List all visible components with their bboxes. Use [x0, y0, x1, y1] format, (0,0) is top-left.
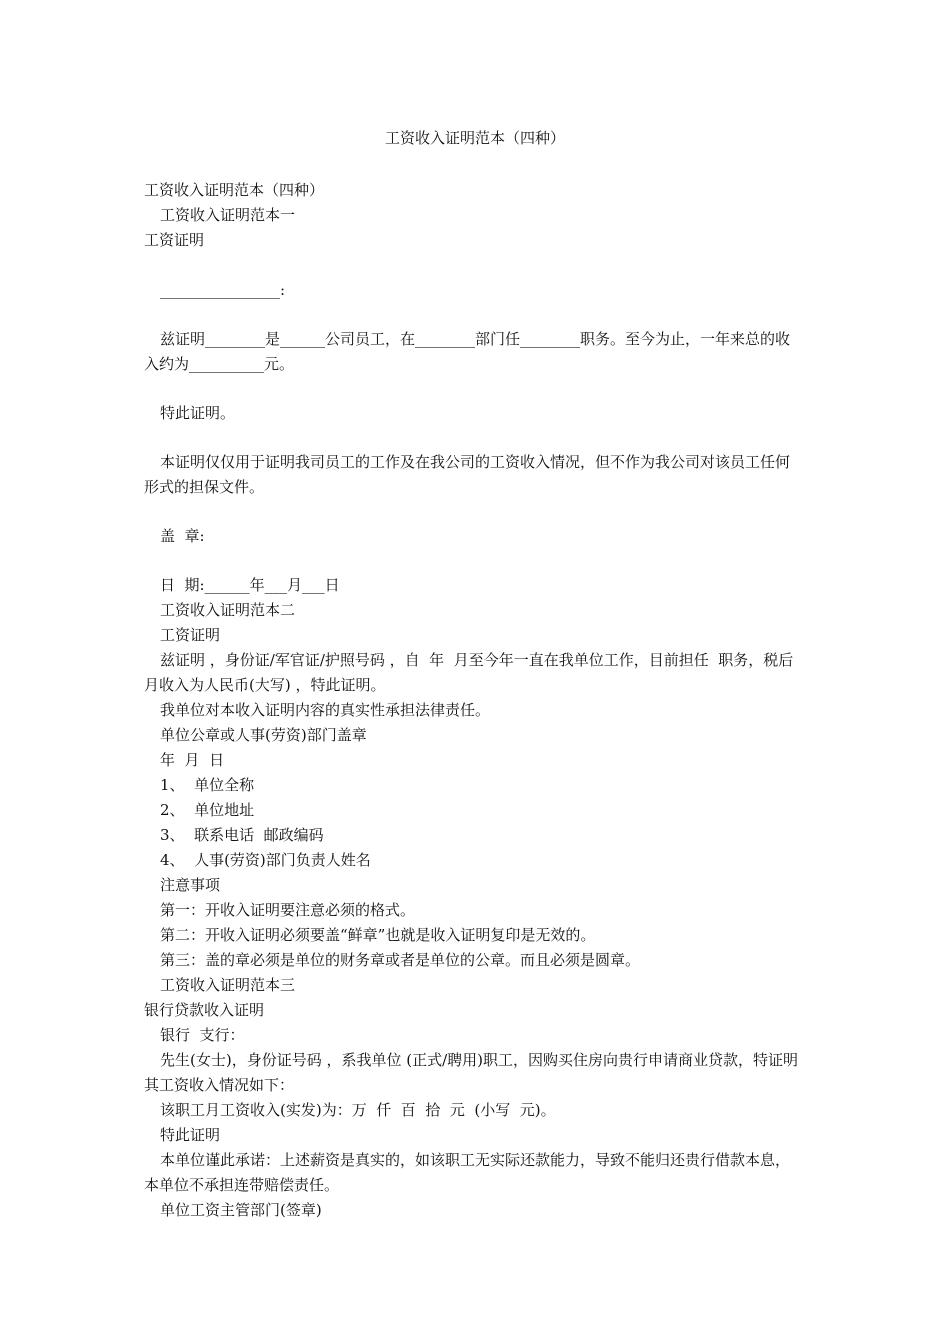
certificate-title-1: 工资证明	[144, 231, 205, 249]
section-1-heading: 工资收入证明范本一	[160, 206, 296, 224]
legal-responsibility: 我单位对本收入证明内容的真实性承担法律责任。	[160, 701, 491, 719]
date-placeholder: 年 月 日	[160, 751, 225, 769]
date-line: 日 期:______年___月___日	[160, 576, 340, 594]
seal-department: 单位公章或人事(劳资)部门盖章	[160, 726, 367, 744]
certificate-title-3: 银行贷款收入证明	[144, 1001, 265, 1019]
certification-paragraph: 兹证明________是______公司员工，在________部门任________职务。至今为止，一年来总的收入约为__________元。	[144, 330, 791, 373]
addressee-line: ________________:	[160, 281, 286, 299]
list-item: 1、 单位全称	[160, 776, 255, 794]
list-item: 4、 人事(劳资)部门负责人姓名	[160, 851, 371, 869]
signature-department: 单位工资主管部门(签章)	[160, 1201, 322, 1219]
hereby-certify: 特此证明。	[160, 404, 236, 422]
certificate-title-2: 工资证明	[160, 626, 221, 644]
commitment-paragraph: 本单位谨此承诺：上述薪资是真实的，如该职工无实际还款能力，导致不能归还贵行借款本息，本单位不承担连带赔偿责任。	[144, 1151, 791, 1194]
note-item: 第三：盖的章必须是单位的财务章或者是单位的公章。而且必须是圆章。	[160, 951, 641, 969]
notes-heading: 注意事项	[160, 876, 221, 894]
section-2-heading: 工资收入证明范本二	[160, 601, 296, 619]
seal-line: 盖 章:	[160, 527, 205, 545]
hereby-certify-3: 特此证明	[160, 1126, 221, 1144]
note-item: 第二：开收入证明必须要盖“鲜章”也就是收入证明复印是无效的。	[160, 926, 596, 944]
document-body	[144, 178, 799, 1223]
certification-paragraph-2: 兹证明 ，身份证/军官证/护照号码 ，自 年 月至今年一直在我单位工作，目前担任 职务，税后月收入为人民币(大写) ，特此证明。	[144, 651, 794, 694]
employee-paragraph: 先生(女士)，身份证号码 ，系我单位 (正式/聘用)职工，因购买住房向贵行申请商业贷款，特证明其工资收入情况如下：	[144, 1051, 799, 1094]
disclaimer-paragraph: 本证明仅仅用于证明我司员工的工作及在我公司的工资收入情况，但不作为我公司对该员工任何形式的担保文件。	[144, 453, 791, 496]
document-title: 工资收入证明范本（四种）	[384, 129, 565, 147]
section-3-heading: 工资收入证明范本三	[160, 976, 296, 994]
monthly-income-line: 该职工月工资收入(实发)为：万 仟 百 拾 元 (小写 元)。	[160, 1101, 556, 1119]
heading-main: 工资收入证明范本（四种）	[144, 181, 325, 199]
note-item: 第一：开收入证明要注意必须的格式。	[160, 901, 416, 919]
list-item: 2、 单位地址	[160, 801, 255, 819]
list-item: 3、 联系电话 邮政编码	[160, 826, 324, 844]
bank-branch-line: 银行 支行：	[160, 1026, 245, 1044]
